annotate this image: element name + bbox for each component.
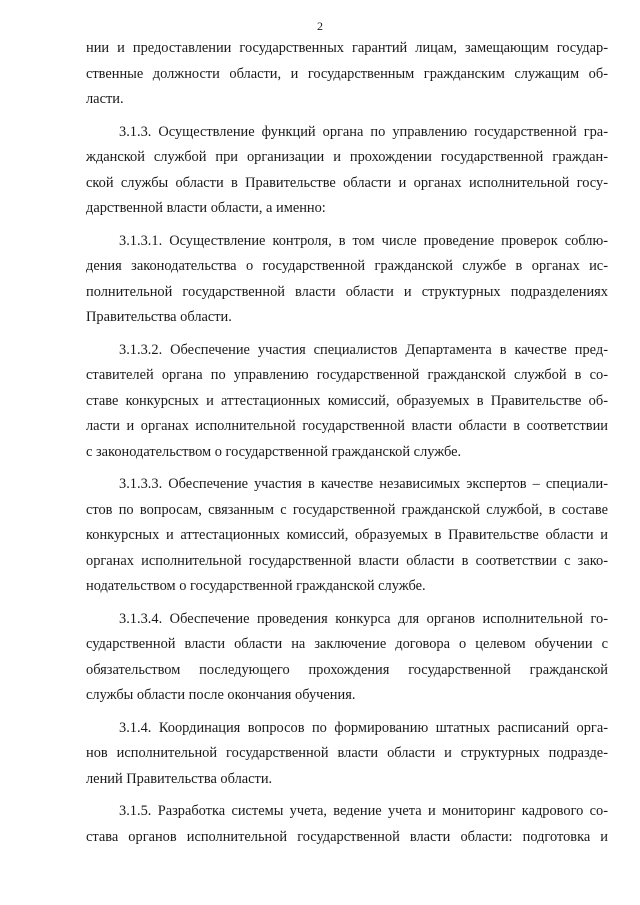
paragraph — [86, 716, 608, 793]
paragraph — [86, 229, 608, 331]
text-line: обязательством последующего прохождения государственной гражданской — [86, 661, 608, 678]
text-line: ласти и органах исполнительной государственной власти области в соответствии — [86, 418, 608, 434]
text-line: ласти. — [86, 91, 124, 107]
paragraph — [86, 799, 608, 850]
text-line: 3.1.4. Координация вопросов по формированию штатных расписаний орга- — [119, 719, 608, 736]
text-line: ственные должности области, и государственным гражданским служащим об- — [86, 65, 608, 82]
paragraph — [86, 607, 608, 709]
text-line: 3.1.3.2. Обеспечение участия специалистов Департамента в качестве пред- — [119, 341, 608, 358]
text-line: 3.1.3.3. Обеспечение участия в качестве независимых экспертов – специали- — [119, 476, 608, 492]
paragraph-gap — [86, 709, 608, 716]
text-line: 3.1.3.4. Обеспечение проведения конкурса для органов исполнительной го- — [119, 610, 608, 627]
text-line: сударственной власти области на заключение договора о целевом обучении с — [86, 636, 608, 652]
text-line: с законодательством о государственной гражданской службе. — [86, 443, 462, 460]
text-line: 3.1.3.1. Осуществление контроля, в том числе проведение проверок соблю- — [119, 232, 608, 249]
text-line: стов по вопросам, связанным с государственной гражданской службой, в составе — [86, 501, 608, 518]
text-line: Правительства области. — [86, 309, 232, 325]
text-line: става органов исполнительной государственной власти области: подготовка и — [86, 828, 608, 845]
paragraph-gap — [86, 331, 608, 338]
text-line: нии и предоставлении государственных гарантий лицам, замещающим государ- — [86, 40, 608, 56]
paragraph-gap — [86, 600, 608, 607]
paragraph — [86, 338, 608, 466]
text-line: 3.1.3. Осуществление функций органа по управлению государственной гра- — [119, 123, 608, 140]
text-line: лений Правительства области. — [86, 770, 273, 787]
text-line: дарственной власти области, а именно: — [86, 200, 326, 216]
text-line: жданской службой при организации и прохождении государственной граждан- — [86, 149, 608, 165]
text-line: ской службы области в Правительстве области и органах исполнительной госу- — [86, 174, 608, 191]
paragraph-gap — [86, 465, 608, 472]
text-line: конкурсных и аттестационных комиссий, образуемых в Правительстве области и — [86, 527, 608, 543]
paragraph — [86, 120, 608, 222]
text-line: органах исполнительной государственной власти области в соответствии с зако- — [86, 552, 608, 569]
document-body — [86, 36, 608, 850]
paragraph-gap — [86, 792, 608, 799]
paragraph-gap — [86, 113, 608, 120]
text-line: ставителей органа по управлению государственной гражданской службой в со- — [86, 367, 608, 383]
text-line: службы области после окончания обучения. — [86, 687, 356, 703]
text-line: нодательством о государственной гражданской службе. — [86, 578, 426, 594]
text-line: 3.1.5. Разработка системы учета, ведение учета и мониторинг кадрового со- — [119, 803, 608, 819]
paragraph-gap — [86, 222, 608, 229]
text-line: полнительной государственной власти области и структурных подразделениях — [86, 283, 608, 300]
text-line: дения законодательства о государственной гражданской службе в органах ис- — [86, 258, 608, 274]
text-line: ставе конкурсных и аттестационных комиссий, образуемых в Правительстве об- — [86, 392, 608, 409]
paragraph — [86, 472, 608, 600]
text-line: нов исполнительной государственной власти области и структурных подразде- — [86, 745, 608, 761]
paragraph — [86, 36, 608, 113]
page-number: 2 — [317, 19, 323, 33]
